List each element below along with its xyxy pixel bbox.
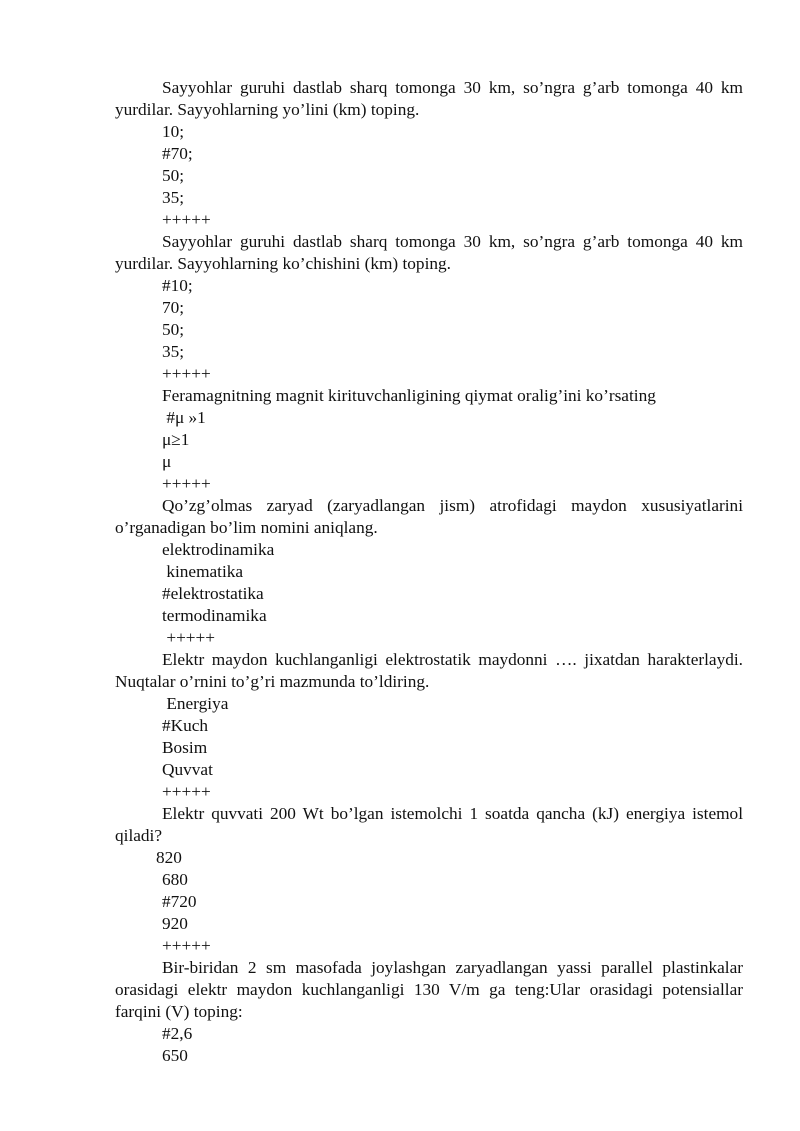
answer-option: 35;: [162, 342, 185, 361]
answer-option: Energiya: [162, 694, 229, 713]
answer-option: #720: [162, 892, 197, 911]
question-list: [115, 77, 743, 1067]
question-text: Elektr quvvati 200 Wt bo’lgan istemolchi 1 soatda qancha (kJ) energiya istemol qiladi?: [115, 804, 743, 845]
answer-option: 650: [162, 1046, 188, 1065]
answer-option: Bosim: [162, 738, 208, 757]
question-separator: +++++: [162, 210, 211, 229]
answer-option: Quvvat: [162, 760, 213, 779]
answer-option: #Kuch: [162, 716, 209, 735]
question-text: Bir-biridan 2 sm masofada joylashgan zaryadlangan yassi parallel plastinkalar orasidagi elektr maydon kuchlanganligi 130 V/m ga teng:Ular orasidagi potensiallar farqini (V) toping:: [115, 958, 743, 1021]
answer-option: μ: [162, 452, 172, 471]
question-separator: +++++: [162, 364, 211, 383]
answer-option: #2,6: [162, 1024, 193, 1043]
answer-option: μ≥1: [162, 430, 190, 449]
answer-option: 35;: [162, 188, 185, 207]
answer-option: 820: [156, 848, 182, 867]
question-text: Elektr maydon kuchlanganligi elektrostatik maydonni …. jixatdan harakterlaydi. Nuqtalar o’rnini to’g’ri mazmunda to’ldiring.: [115, 650, 743, 691]
answer-option: 50;: [162, 166, 185, 185]
question-separator: +++++: [162, 628, 216, 647]
question-separator: +++++: [162, 782, 211, 801]
answer-option: #elektrostatika: [162, 584, 264, 603]
answer-option: 920: [162, 914, 188, 933]
question-text: Qo’zg’olmas zaryad (zaryadlangan jism) atrofidagi maydon xususiyatlarini o’rganadigan bo’lim nomini aniqlang.: [115, 496, 743, 537]
answer-option: 50;: [162, 320, 185, 339]
question-text: Sayyohlar guruhi dastlab sharq tomonga 30 km, so’ngra g’arb tomonga 40 km yurdilar. Sayyohlarning yo’lini (km) toping.: [115, 78, 743, 119]
answer-option: #70;: [162, 144, 193, 163]
answer-option: 10;: [162, 122, 185, 141]
question-text: Sayyohlar guruhi dastlab sharq tomonga 30 km, so’ngra g’arb tomonga 40 km yurdilar. Sayyohlarning ko’chishini (km) toping.: [115, 232, 743, 273]
answer-option: #10;: [162, 276, 193, 295]
answer-option: 680: [162, 870, 188, 889]
answer-option: kinematika: [162, 562, 244, 581]
answer-option: elektrodinamika: [162, 540, 275, 559]
answer-option: termodinamika: [162, 606, 267, 625]
question-separator: +++++: [162, 474, 211, 493]
answer-option: #μ »1: [162, 408, 206, 427]
question-text: Feramagnitning magnit kirituvchanligining qiymat oralig’ini ko’rsating: [162, 386, 656, 405]
answer-option: 70;: [162, 298, 185, 317]
question-separator: +++++: [162, 936, 211, 955]
